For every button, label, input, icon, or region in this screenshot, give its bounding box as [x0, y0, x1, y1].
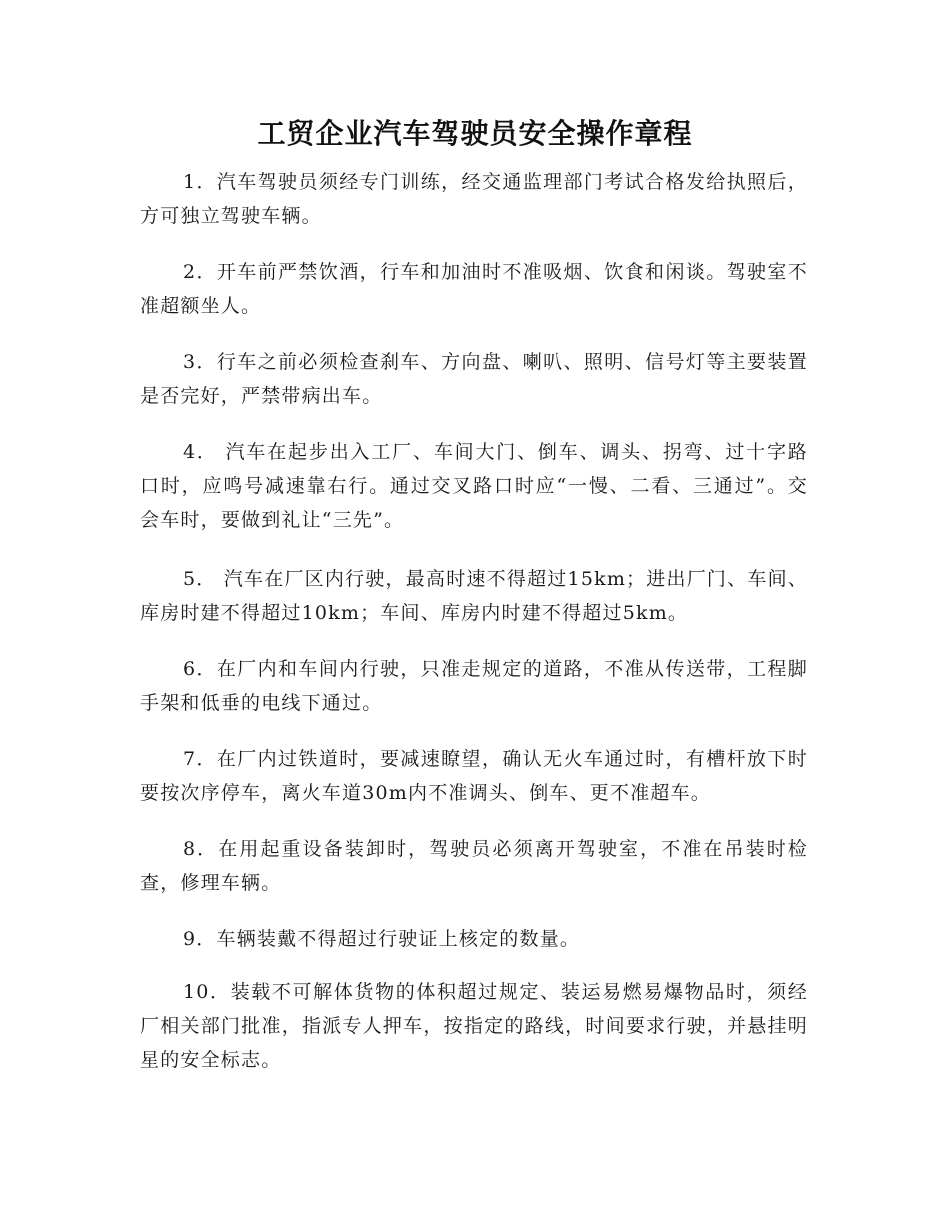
paragraph-9: 9．车辆装戴不得超过行驶证上核定的数量。 [183, 928, 581, 950]
paragraph-6: 6．在厂内和车间内行驶，只准走规定的道路，不准从传送带，工程脚手架和低垂的电线下通过。 [140, 658, 808, 714]
paragraph-2: 2．开车前严禁饮酒，行车和加油时不准吸烟、饮食和闲谈。驾驶室不准超额坐人。 [140, 261, 808, 317]
paragraph-8: 8．在用起重设备装卸时，驾驶员必须离开驾驶室，不准在吊装时检查，修理车辆。 [140, 838, 808, 894]
paragraph-3: 3．行车之前必须检查刹车、方向盘、喇叭、照明、信号灯等主要装置是否完好，严禁带病出车。 [140, 351, 808, 407]
paragraph-7: 7．在厂内过铁道时，要减速瞭望，确认无火车通过时，有槽杆放下时要按次序停车，离火车道30m内不准调头、倒车、更不准超车。 [140, 748, 808, 804]
paragraph-4: 4． 汽车在起步出入工厂、车间大门、倒车、调头、拐弯、过十字路口时，应鸣号减速靠右行。通过交叉路口时应“一慢、二看、三通过”。交会车时，要做到礼让“三先”。 [140, 441, 808, 531]
paragraph-10: 10．装载不可解体货物的体积超过规定、装运易燃易爆物品时，须经厂相关部门批准，指派专人押车，按指定的路线，时间要求行驶，并悬挂明星的安全标志。 [140, 981, 808, 1071]
paragraph-5: 5． 汽车在厂区内行驶，最高时速不得超过15km；进出厂门、车间、库房时建不得超过10km；车间、库房内时建不得超过5km。 [140, 568, 808, 624]
document-title: 工贸企业汽车驾驶员安全操作章程 [257, 117, 693, 150]
paragraph-1: 1．汽车驾驶员须经专门训练，经交通监理部门考试合格发给执照后，方可独立驾驶车辆。 [140, 171, 808, 227]
